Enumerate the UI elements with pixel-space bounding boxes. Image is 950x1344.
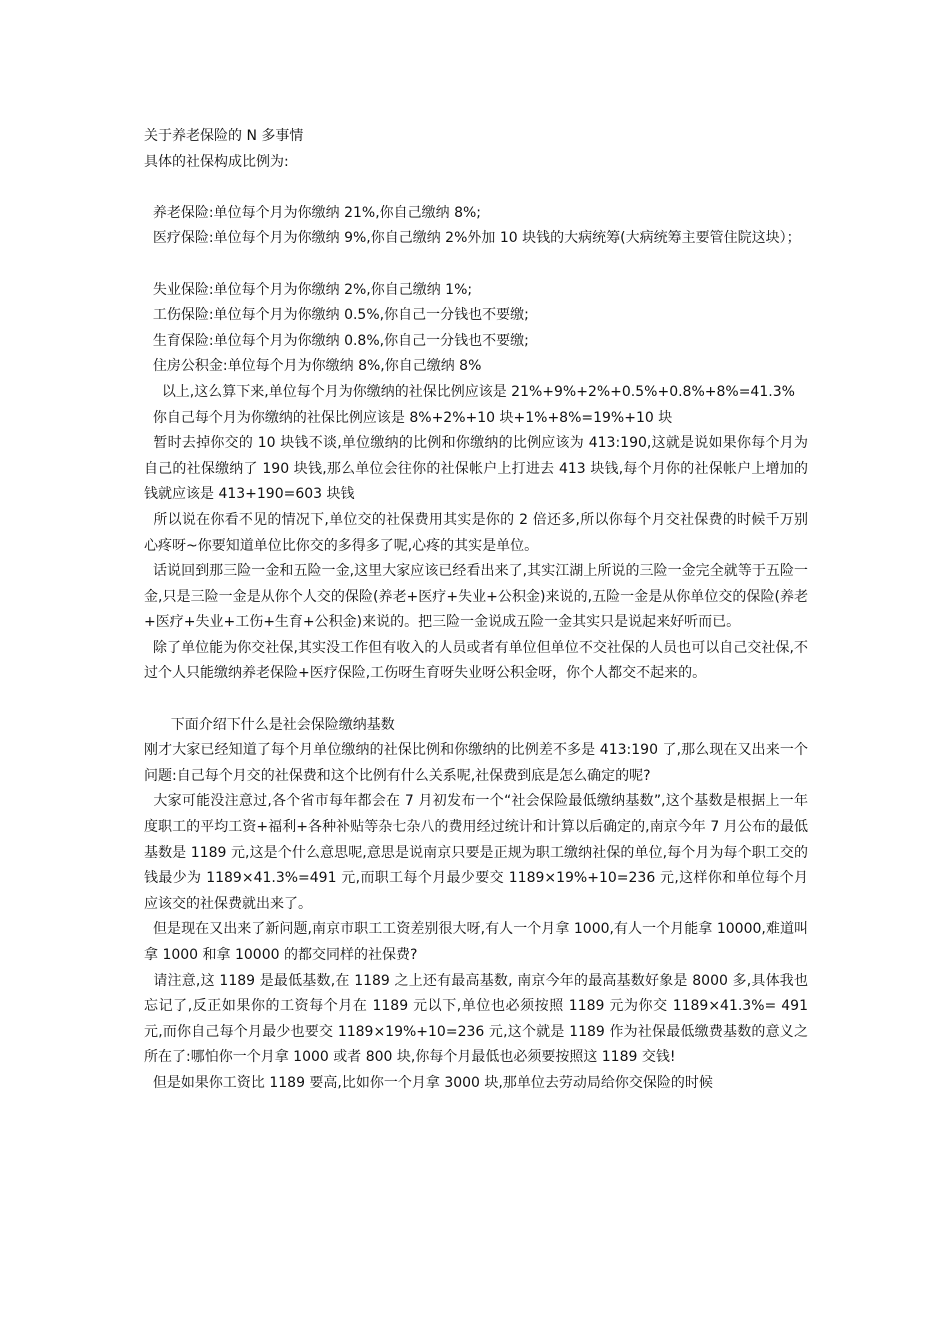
paragraph-new-question: 但是现在又出来了新问题,南京市职工工资差别很大呀,有人一个月拿 1000,有人一个月能拿 10000,难道叫拿 1000 和拿 10000 的都交同样的社保费? xyxy=(144,921,808,963)
paragraph-total-personal: 你自己每个月为你缴纳的社保比例应该是 8%+2%+10 块+1%+8%=19%+10 块 xyxy=(144,409,673,426)
section-heading-base: 下面介绍下什么是社会保险缴纳基数 xyxy=(144,716,395,733)
item-maternity: 生育保险:单位每个月为你缴纳 0.8%,你自己一分钱也不要缴; xyxy=(144,332,529,349)
doc-subtitle: 具体的社保构成比例为: xyxy=(144,153,289,170)
document-page xyxy=(144,124,813,1097)
paragraph-ratio: 暂时去掉你交的 10 块钱不谈,单位缴纳的比例和你缴纳的比例应该为 413:190,这就是说如果你每个月为自己的社保缴纳了 190 块钱,那么单位会往你的社保帐户上打进去 413 块钱,每个月你的社保帐户上增加的钱就应该是 413+190=603 块钱 xyxy=(144,435,808,503)
paragraph-total-employer: 以上,这么算下来,单位每个月为你缴纳的社保比例应该是 21%+9%+2%+0.5%+0.8%+8%=41.3% xyxy=(144,383,795,400)
blank-line xyxy=(144,175,808,201)
paragraph-three-five: 话说回到那三险一金和五险一金,这里大家应该已经看出来了,其实江湖上所说的三险一金完全就等于五险一金,只是三险一金是从你个人交的保险(养老+医疗+失业+公积金)来说的,五险一金是从你单位交的保险(养老+医疗+失业+工伤+生育+公积金)来说的。把三险一金说成五险一金其实只是说起来好听而已。 xyxy=(144,563,808,631)
paragraph-min-base: 大家可能没注意过,各个省市每年都会在 7 月初发布一个“社会保险最低缴纳基数”,这个基数是根据上一年度职工的平均工资+福利+各种补贴等杂七杂八的费用经过统计和计算以后确定的,南京今年 7 月公布的最低基数是 1189 元,这是个什么意思呢,意思是说南京只要是正规为职工缴纳社保的单位,每个月为每个职工交的钱最少为 1189×41.3%=491 元,而职工每个月最少要交 1189×19%+10=236 元,这样你和单位每个月应该交的社保费就出来了。 xyxy=(144,793,808,912)
paragraph-self-pay: 除了单位能为你交社保,其实没工作但有收入的人员或者有单位但单位不交社保的人员也可以自己交社保,不过个人只能缴纳养老保险+医疗保险,工伤呀生育呀失业呀公积金呀，你个人都交不起来的。 xyxy=(144,639,808,682)
item-unemployment: 失业保险:单位每个月为你缴纳 2%,你自己缴纳 1%; xyxy=(144,281,473,298)
blank-line xyxy=(144,687,808,713)
paragraph-max-base: 请注意,这 1189 是最低基数,在 1189 之上还有最高基数, 南京今年的最高基数好象是 8000 多,具体我也忘记了,反正如果你的工资每个月在 1189 元以下,单位也必须按照 1189 元为你交 1189×41.3%= 491 元,而你自己每个月最少也要交 1189×19%+10=236 元,这个就是 1189 作为社保最低缴费基数的意义之所在了:哪怕你一个月拿 1000 或者 800 块,你每个月最低也必须要按照这 1189 交钱! xyxy=(144,972,813,1066)
item-injury: 工伤保险:单位每个月为你缴纳 0.5%,你自己一分钱也不要缴; xyxy=(144,307,529,324)
paragraph-higher-salary: 但是如果你工资比 1189 要高,比如你一个月拿 3000 块,那单位去劳动局给你交保险的时候 xyxy=(144,1074,713,1091)
doc-title: 关于养老保险的 N 多事情 xyxy=(144,128,304,144)
item-housing: 住房公积金:单位每个月为你缴纳 8%,你自己缴纳 8% xyxy=(144,358,482,375)
item-pension: 养老保险:单位每个月为你缴纳 21%,你自己缴纳 8%; xyxy=(144,204,482,221)
paragraph-double: 所以说在你看不见的情况下,单位交的社保费用其实是你的 2 倍还多,所以你每个月交社保费的时候千万别心疼呀~你要知道单位比你交的多得多了呢,心疼的其实是单位。 xyxy=(144,511,808,554)
item-medical: 医疗保险:单位每个月为你缴纳 9%,你自己缴纳 2%外加 10 块钱的大病统筹(大病统筹主要管住院这块）； xyxy=(144,230,801,247)
paragraph-question: 刚才大家已经知道了每个月单位缴纳的社保比例和你缴纳的比例差不多是 413:190 了,那么现在又出来一个问题:自己每个月交的社保费和这个比例有什么关系呢,社保费到底是怎么确定的呢? xyxy=(144,742,808,784)
blank-line xyxy=(144,252,808,278)
